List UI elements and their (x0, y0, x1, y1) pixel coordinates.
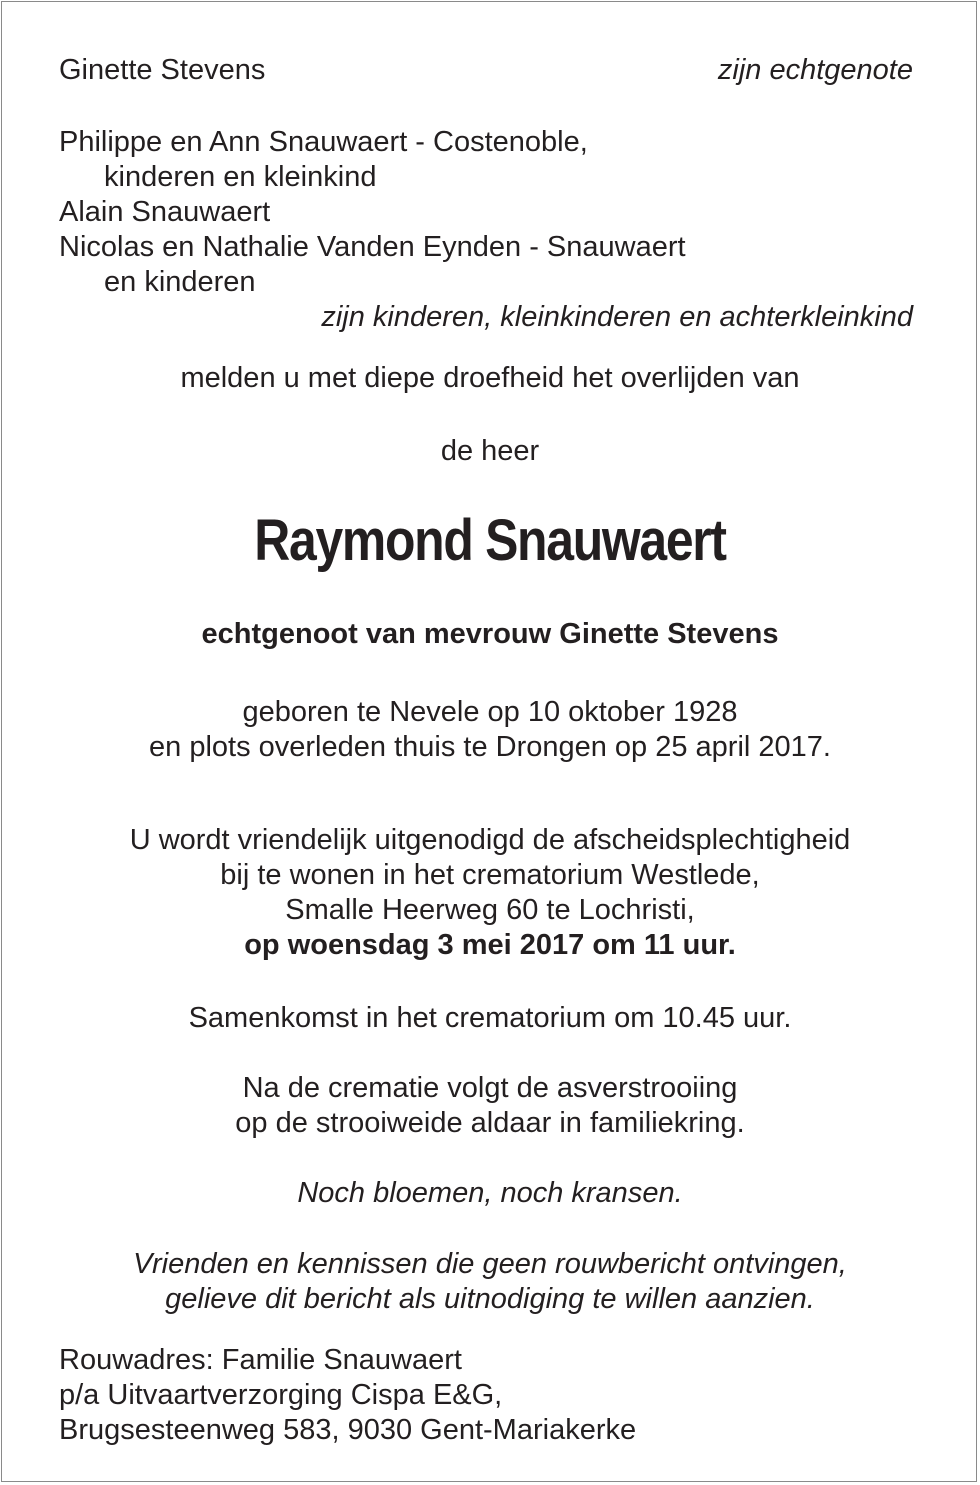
gathering-line: Samenkomst in het crematorium om 10.45 uur. (188, 1002, 792, 1034)
spouse-name: Ginette Stevens (59, 54, 266, 86)
family-line-3: Alain Snauwaert (59, 196, 271, 228)
ceremony-line-2: bij te wonen in het crematorium Westlede, (220, 859, 760, 891)
family-role: zijn kinderen, kleinkinderen en achterkleinkind (321, 301, 913, 333)
family-line-5: en kinderen (104, 266, 256, 298)
address-line-1: Rouwadres: Familie Snauwaert (59, 1344, 462, 1376)
family-line-2: kinderen en kleinkind (104, 161, 377, 193)
ceremony-date-time: op woensdag 3 mei 2017 om 11 uur. (244, 929, 736, 961)
ceremony-line-1: U wordt vriendelijk uitgenodigd de afscheidsplechtigheid (129, 824, 851, 856)
deceased-relation: echtgenoot van mevrouw Ginette Stevens (201, 618, 779, 650)
death-line: en plots overleden thuis te Drongen op 25 april 2017. (149, 731, 831, 763)
announcement-title: de heer (440, 435, 540, 467)
birth-line: geboren te Nevele op 10 oktober 1928 (242, 696, 738, 728)
invite-note-2: gelieve dit bericht als uitnodiging te willen aanzien. (165, 1283, 815, 1315)
family-line-4: Nicolas en Nathalie Vanden Eynden - Snauwaert (59, 231, 686, 263)
family-line-1: Philippe en Ann Snauwaert - Costenoble, (59, 126, 588, 158)
address-line-3: Brugsesteenweg 583, 9030 Gent-Mariakerke (59, 1414, 637, 1446)
announcement-intro: melden u met diepe droefheid het overlijden van (180, 362, 800, 394)
after-line-1: Na de crematie volgt de asverstrooiing (242, 1072, 738, 1104)
address-line-2: p/a Uitvaartverzorging Cispa E&G, (59, 1379, 503, 1411)
invite-note-1: Vrienden en kennissen die geen rouwbericht ontvingen, (133, 1248, 847, 1280)
spouse-role: zijn echtgenote (717, 54, 913, 86)
deceased-name: Raymond Snauwaert (254, 508, 726, 573)
after-line-2: op de strooiweide aldaar in familiekring. (235, 1107, 745, 1139)
flowers-note: Noch bloemen, noch kransen. (297, 1177, 683, 1209)
ceremony-line-3: Smalle Heerweg 60 te Lochristi, (285, 894, 695, 926)
